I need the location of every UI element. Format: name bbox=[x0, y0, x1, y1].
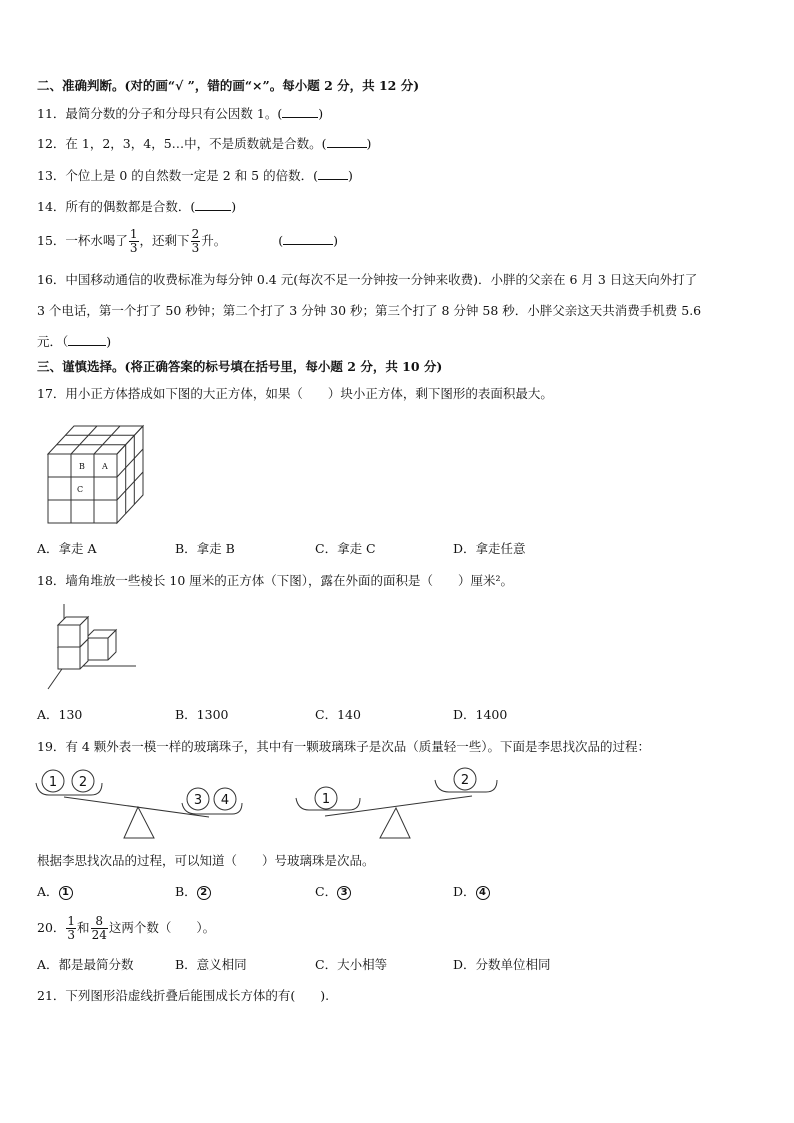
q12-text: 12．在 1，2，3，4，5…中，不是质数就是合数。( bbox=[37, 136, 327, 151]
q20-option-d[interactable]: D．分数单位相同 bbox=[453, 957, 551, 972]
balance-figure bbox=[34, 762, 504, 842]
q17-option-d[interactable]: D．拿走任意 bbox=[453, 541, 526, 556]
q17-option-b[interactable]: B．拿走 B bbox=[175, 541, 235, 556]
q18-option-d[interactable]: D．1400 bbox=[453, 707, 508, 722]
cube-figure bbox=[44, 422, 154, 526]
cube-label-b: B bbox=[79, 462, 85, 471]
q20-text: 这两个数（ ）。 bbox=[108, 920, 216, 935]
answer-blank[interactable] bbox=[282, 105, 318, 118]
question-19-ask: 根据李思找次品的过程，可以知道（ ）号玻璃珠是次品。 bbox=[37, 853, 375, 868]
bead-4-label: 4 bbox=[220, 793, 230, 808]
question-15 bbox=[37, 224, 338, 258]
denominator: 3 bbox=[67, 928, 76, 942]
paren: ) bbox=[347, 168, 353, 183]
q20-number: 20． bbox=[37, 920, 66, 935]
q17-option-c[interactable]: C．拿走 C bbox=[315, 541, 376, 556]
bead-1-label: 1 bbox=[321, 792, 331, 807]
question-20 bbox=[37, 910, 215, 946]
q20-and: 和 bbox=[77, 920, 90, 935]
question-12 bbox=[37, 135, 371, 152]
fraction-eight-twentyfourths bbox=[91, 915, 108, 942]
question-21: 21．下列图形沿虚线折叠后能围成长方体的有( ). bbox=[37, 988, 330, 1003]
numerator: 1 bbox=[67, 914, 76, 928]
paren: ) bbox=[366, 136, 372, 151]
q19-option-a[interactable] bbox=[37, 884, 73, 900]
question-17: 17．用小正方体搭成如下图的大正方体，如果（ ）块小正方体，剩下图形的表面积最大。 bbox=[37, 386, 553, 401]
q17-option-a[interactable]: A．拿走 A bbox=[37, 541, 97, 556]
q18-option-c[interactable]: C．140 bbox=[315, 707, 361, 722]
q13-text: 13．个位上是 0 的自然数一定是 2 和 5 的倍数．( bbox=[37, 168, 318, 183]
q19-option-d[interactable] bbox=[453, 884, 490, 900]
circled-4: 4 bbox=[476, 886, 490, 900]
circled-1: 1 bbox=[59, 886, 73, 900]
denominator: 24 bbox=[91, 928, 107, 942]
option-letter: C． bbox=[315, 884, 338, 899]
section-3-header: 三、谨慎选择。(将正确答案的标号填在括号里，每小题 2 分，共 10 分) bbox=[37, 359, 443, 374]
fraction-one-third bbox=[129, 228, 139, 255]
answer-blank[interactable] bbox=[327, 135, 367, 148]
fraction-two-thirds bbox=[191, 228, 201, 255]
section-2-header: 二、准确判断。(对的画“√ ”，错的画“×”。每小题 2 分，共 12 分) bbox=[37, 78, 420, 93]
answer-blank[interactable] bbox=[195, 198, 231, 211]
q20-option-b[interactable]: B．意义相同 bbox=[175, 957, 247, 972]
question-16-line-2: 3 个电话，第一个打了 50 秒钟；第二个打了 3 分钟 30 秒；第三个打了 8 分钟 58 秒．小胖父亲这天共消费手机费 5.6 bbox=[37, 303, 702, 318]
q15-text-b: ，还剩下 bbox=[139, 233, 190, 248]
fraction-one-third bbox=[66, 915, 76, 942]
option-letter: A． bbox=[37, 884, 59, 899]
numerator: 8 bbox=[91, 915, 108, 929]
answer-blank[interactable] bbox=[68, 333, 106, 346]
paren: ) bbox=[333, 233, 338, 248]
denominator: 3 bbox=[129, 241, 138, 255]
q19-option-c[interactable] bbox=[315, 884, 351, 900]
paren: ( bbox=[278, 233, 284, 248]
q18-option-a[interactable]: A．130 bbox=[37, 707, 83, 722]
bead-2-label: 2 bbox=[78, 775, 88, 790]
option-letter: D． bbox=[453, 884, 476, 899]
bead-1-label: 1 bbox=[48, 775, 58, 790]
paren: ) bbox=[318, 106, 324, 121]
q20-option-a[interactable]: A．都是最简分数 bbox=[37, 957, 134, 972]
circled-2: 2 bbox=[197, 886, 211, 900]
answer-blank[interactable] bbox=[283, 232, 333, 245]
numerator: 2 bbox=[191, 227, 200, 241]
answer-blank[interactable] bbox=[318, 167, 348, 180]
stacked-cubes-figure bbox=[44, 596, 140, 692]
q20-option-c[interactable]: C．大小相等 bbox=[315, 957, 388, 972]
paren: ) bbox=[231, 199, 237, 214]
circled-3: 3 bbox=[337, 886, 351, 900]
question-18: 18．墙角堆放一些棱长 10 厘米的正方体（下图），露在外面的面积是（ ）厘米²。 bbox=[37, 573, 514, 588]
question-16-line-3 bbox=[37, 333, 111, 350]
q16-text: 元．（ bbox=[37, 334, 69, 349]
question-16-line-1: 16．中国移动通信的收费标准为每分钟 0.4 元(每次不足一分钟按一分钟来收费)．小胖的父亲在 6 月 3 日这天向外打了 bbox=[37, 272, 698, 287]
denominator: 3 bbox=[191, 241, 200, 255]
question-19: 19．有 4 颗外表一模一样的玻璃珠子，其中有一颗玻璃珠子是次品（质量轻一些）。下面是李思找次品的过程： bbox=[37, 739, 651, 754]
q19-option-b[interactable] bbox=[175, 884, 211, 900]
q15-text-c: 升。 bbox=[201, 233, 227, 248]
paren: ) bbox=[106, 334, 112, 349]
cube-label-c: C bbox=[77, 485, 84, 494]
question-13 bbox=[37, 167, 353, 184]
cube-label-a: A bbox=[102, 462, 108, 471]
bead-2-label: 2 bbox=[460, 773, 470, 788]
bead-3-label: 3 bbox=[193, 793, 203, 808]
q15-text-a: 15．一杯水喝了 bbox=[37, 233, 128, 248]
question-14 bbox=[37, 198, 236, 215]
numerator: 1 bbox=[129, 227, 138, 241]
q14-text: 14．所有的偶数都是合数．( bbox=[37, 199, 196, 214]
option-letter: B． bbox=[175, 884, 197, 899]
question-11 bbox=[37, 105, 323, 122]
q11-text: 11．最简分数的分子和分母只有公因数 1。( bbox=[37, 106, 283, 121]
q18-option-b[interactable]: B．1300 bbox=[175, 707, 229, 722]
